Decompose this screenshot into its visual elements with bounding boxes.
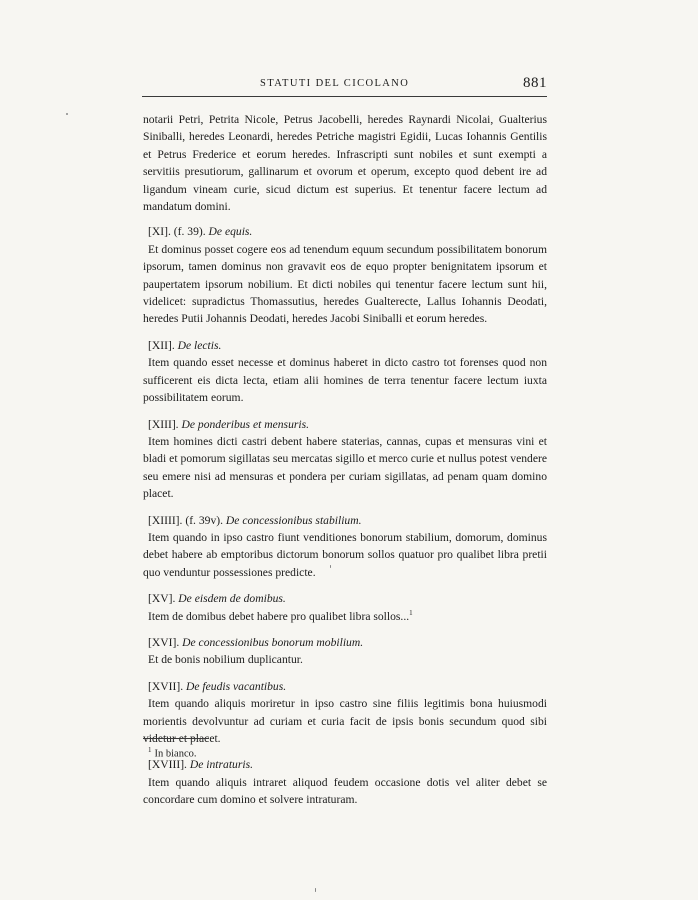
section-heading: [143, 756, 547, 773]
section-text: Item homines dicti castri debent habere staterias, cannas, cupas et mensuras vini et bladi et pomorum sigillatas seu mercatas sigillo et merco curie et nullus potest vendere seu emere nisi ad mensuras et pondera per curiam sigillatas, ad penam quam domino placet.: [143, 434, 547, 501]
body-text: [143, 111, 547, 809]
section-xiii: [143, 416, 547, 503]
footnote: [148, 746, 197, 760]
section-heading: [143, 337, 547, 354]
section-heading: [143, 678, 547, 695]
section-heading: [143, 590, 547, 607]
section-xi: [143, 223, 547, 327]
section-text: Item quando aliquis moriretur in ipso castro sine filiis legitimis bona huiusmodi morientis devolvuntur ad curiam et curia facit de ipsis bonis secundum quod sibi videtur et placet.: [143, 697, 547, 745]
section-text-with-note: [143, 608, 547, 625]
section-heading: [143, 223, 547, 240]
footnote-text: In bianco.: [154, 748, 197, 760]
footnote-rule: [143, 738, 209, 739]
section-xviii: [143, 756, 547, 808]
section-title: De equis.: [208, 225, 253, 239]
scan-speck: [66, 113, 68, 115]
scan-speck: [315, 888, 316, 892]
section-title: De concessionibus bonorum mobilium.: [182, 635, 364, 649]
section-number: [XVII].: [148, 679, 184, 693]
section-number: [XI]. (f. 39).: [148, 225, 206, 239]
page-header: [142, 75, 547, 96]
section-title: De feudis vacantibus.: [186, 679, 287, 693]
section-xiiii: [143, 512, 547, 582]
section-text: Et dominus posset cogere eos ad tenendum equum secundum possibilitatem bonorum ipsorum, tamen dominus non gravavit eos de equo propter benignitatem ipsorum et paupertatem ipsorum nobilium. Et dicti nobiles qui tenentur facere lectum sunt hii, videlicet: supradictus Thomassutius, heredes Gualterecte, Lallus Iohannis Deodati, heredes Putii Johannis Deodati, heredes Jacobi Siniballi et eorum heredes.: [143, 242, 547, 326]
footnote-reference[interactable]: 1: [409, 608, 413, 617]
scan-speck: [330, 565, 331, 568]
page-number: 881: [523, 75, 547, 91]
section-text: Et de bonis nobilium duplicantur.: [148, 653, 303, 667]
section-text: Item de domibus debet habere pro qualibet libra sollos...: [148, 609, 410, 623]
section-title: De ponderibus et mensuris.: [181, 417, 310, 431]
footnote-mark: 1: [148, 746, 152, 754]
section-heading: [143, 634, 547, 651]
section-heading: [143, 512, 547, 529]
section-number: [XVI].: [148, 635, 180, 649]
section-number: [XIIII]. (f. 39v).: [148, 513, 224, 527]
section-xvi: [143, 634, 547, 669]
section-text: Item quando in ipso castro fiunt venditiones bonorum stabilium, domorum, dominus debet habere ab emptoribus dictorum bonorum sollos quatuor pro qualibet libra pretii quo venduntur possessiones predicte.: [143, 530, 547, 579]
section-xv: [143, 590, 547, 625]
section-heading: [143, 416, 547, 433]
section-xii: [143, 337, 547, 407]
section-title: De lectis.: [177, 338, 222, 352]
section-number: [XVIII].: [148, 758, 187, 772]
section-title: De eisdem de domibus.: [178, 592, 286, 606]
section-number: [XIII].: [148, 417, 179, 431]
section-number: [XII].: [148, 338, 175, 352]
section-title: De intraturis.: [189, 758, 253, 772]
section-number: [XV].: [148, 592, 176, 606]
section-xvii: [143, 678, 547, 748]
header-rule: [142, 96, 547, 97]
intro-paragraph: notarii Petri, Petrita Nicole, Petrus Jacobelli, heredes Raynardi Nicolai, Gualterius Siniballi, heredes Leonardi, heredes Petriche magistri Egidii, Lucas Iohannis Gentilis et Petrus Frederice et eorum heredes. Infrascripti sunt nobiles et sunt exempti a servitiis presutiorum, gallinarum et ovorum et operum, excepto quod debent ire ad ligandum vineam curie, sicud dictum est superius. Et tenentur facere lectum ad mandatum domini.: [143, 113, 547, 214]
running-title: STATUTI DEL CICOLANO: [260, 78, 410, 89]
section-title: De concessionibus stabilium.: [225, 513, 362, 527]
section-text: Item quando aliquis intraret aliquod feudem occasione dotis vel aliter debet se concordare cum domino et solvere intraturam.: [143, 775, 547, 807]
section-text: Item quando esset necesse et dominus haberet in dicto castro tot forenses quod non sufficerent eis dicta lecta, etiam alii homines de terra tenentur facere lectum iuxta possibilitatem eorum.: [143, 356, 547, 405]
